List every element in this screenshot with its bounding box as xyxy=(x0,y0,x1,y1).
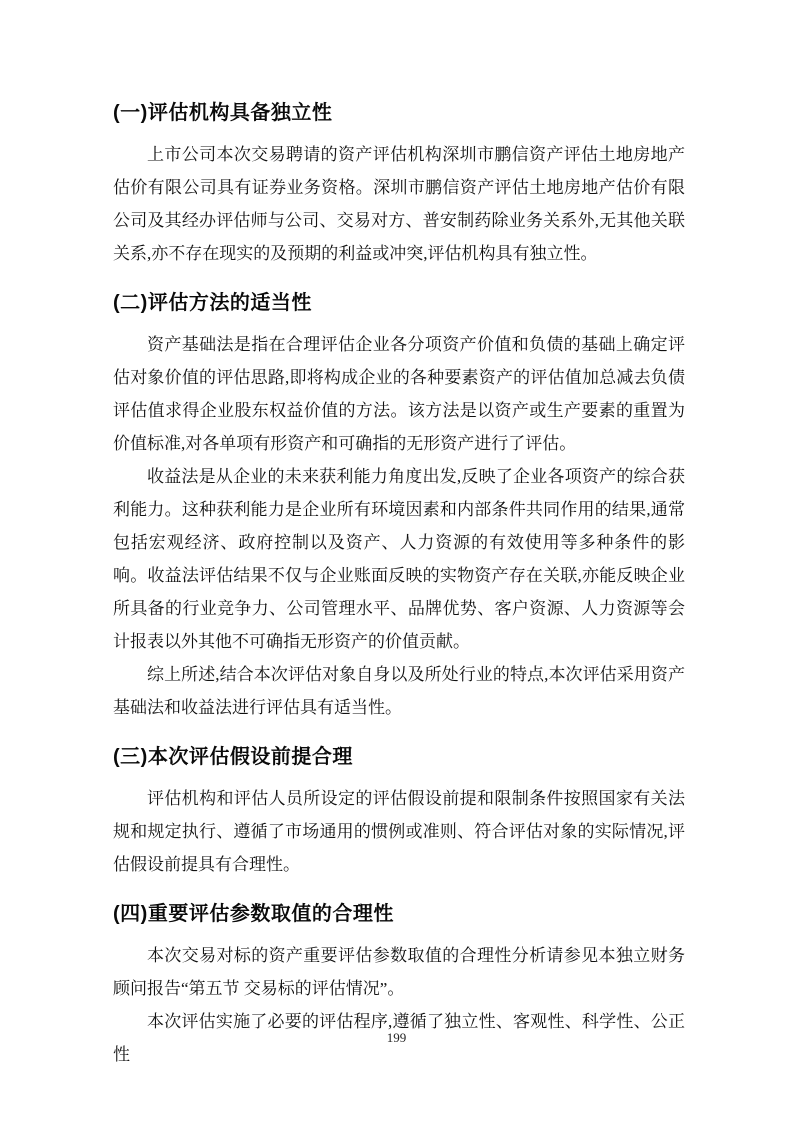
paragraph: 上市公司本次交易聘请的资产评估机构深圳市鹏信资产评估土地房地产估价有限公司具有证券业务资格。深圳市鹏信资产评估土地房地产估价有限公司及其经办评估师与公司、交易对方、普安制药除业务关系外,无其他关联关系,亦不存在现实的及预期的利益或冲突,评估机构具有独立性。 xyxy=(113,145,685,263)
section-heading-4: (四)重要评估参数取值的合理性 xyxy=(113,903,394,925)
section-heading-1: (一)评估机构具备独立性 xyxy=(113,102,333,124)
section-heading-3: (三)本次评估假设前提合理 xyxy=(113,746,353,768)
paragraph: 收益法是从企业的未来获利能力角度出发,反映了企业各项资产的综合获利能力。这种获利能力是企业所有环境因素和内部条件共同作用的结果,通常包括宏观经济、政府控制以及资产、人力资源的有效使用等多种条件的影响。收益法评估结果不仅与企业账面反映的实物资产存在关联,亦能反映企业所具备的行业竞争力、公司管理水平、品牌优势、客户资源、人力资源等会计报表以外其他不可确指无形资产的价值贡献。 xyxy=(113,467,685,651)
paragraph: 本次交易对标的资产重要评估参数取值的合理性分析请参见本独立财务顾问报告“第五节 交易标的评估情况”。 xyxy=(113,946,685,998)
paragraph: 综上所述,结合本次评估对象自身以及所处行业的特点,本次评估采用资产基础法和收益法进行评估具有适当性。 xyxy=(113,665,685,717)
paragraph: 评估机构和评估人员所设定的评估假设前提和限制条件按照国家有关法规和规定执行、遵循了市场通用的惯例或准则、符合评估对象的实际情况,评估假设前提具有合理性。 xyxy=(113,789,685,874)
paragraph: 资产基础法是指在合理评估企业各分项资产价值和负债的基础上确定评估对象价值的评估思路,即将构成企业的各种要素资产的评估值加总减去负债评估值求得企业股东权益价值的方法。该方法是以资产或生产要素的重置为价值标准,对各单项有形资产和可确指的无形资产进行了评估。 xyxy=(113,335,685,453)
paragraph: 本次评估实施了必要的评估程序,遵循了独立性、客观性、科学性、公正性 xyxy=(113,1012,685,1064)
page-number: 199 xyxy=(386,1030,407,1045)
section-heading-2: (二)评估方法的适当性 xyxy=(113,292,312,314)
